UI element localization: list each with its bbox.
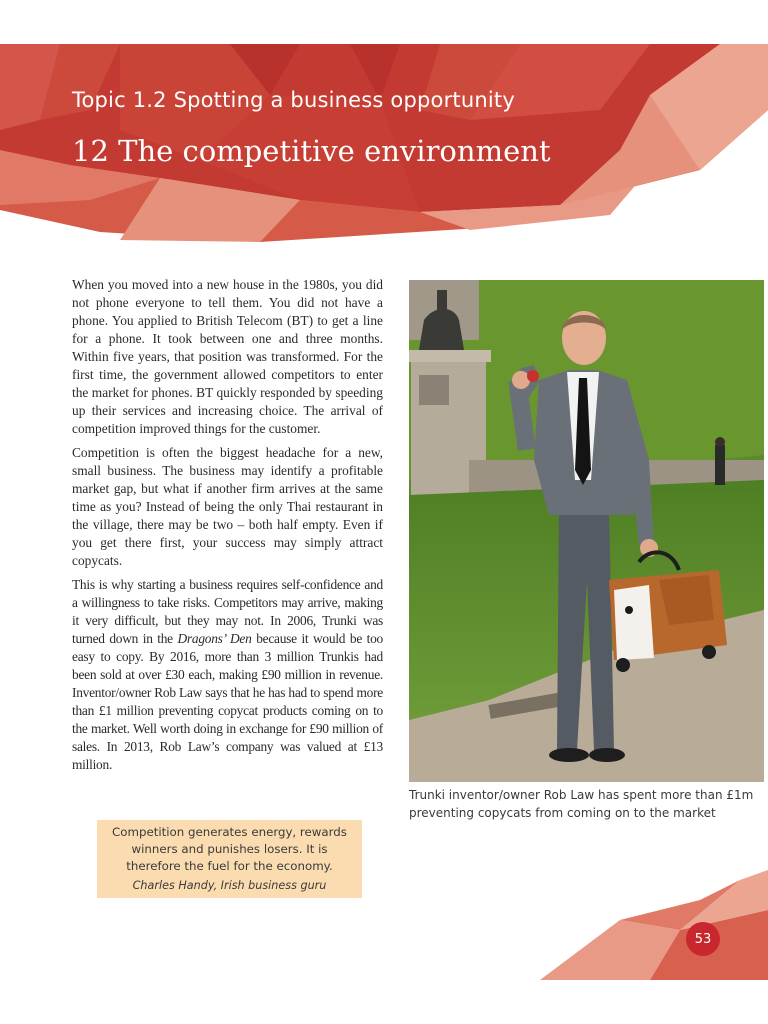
body-text-span: because it would be too easy to copy. By 2016, more than 3 million Trunkis had been sold at over £30 each, making £90 million in revenue. Inventor/owner Rob Law says that he has had to spend more than £1 million preventing copycat products coming on to the market. Well worth doing in exchange for £90 million of sales. In 2013, Rob Law’s company was valued at £13 million. (72, 631, 383, 772)
topic-heading: Topic 1.2 Spotting a business opportunity (72, 88, 515, 112)
photo-caption: Trunki inventor/owner Rob Law has spent more than £1m preventing copycats from coming on to the market (409, 788, 754, 820)
photo (409, 280, 764, 782)
photo-illustration (409, 280, 764, 782)
body-italic-title: Dragons’ Den (177, 631, 252, 646)
body-paragraph: When you moved into a new house in the 1980s, you did not phone everyone to tell them. You did not have a phone. You applied to British Telecom (BT) to get a line for a phone. It took between one and three months. Within five years, that position was transformed. For the first time, the government allowed competitors to enter the market for phones. BT quickly responded by speeding up their services and increasing choice. The arrival of competition improved things for the customer. (72, 277, 383, 436)
page-number: 53 (686, 922, 720, 956)
body-paragraph: Competition is often the biggest headache for a new, small business. The business may identify a profitable market gap, but what if another firm arrives at the same time as you? Instead of being the only Thai restaurant in the village, there may be two – both half empty. Even if you get there first, your success may simply attract copycats. (72, 445, 383, 568)
body-text-span: This is why starting a business requires self-confidence and a willingness to take risks. Competitors may arrive, making it very difficult, but they may not. In 2006, Trunki was turned down in the (72, 577, 383, 646)
quote-box (97, 820, 362, 898)
header-banner (0, 0, 768, 250)
body-text (72, 276, 383, 780)
quote-attribution: Charles Handy, Irish business guru (132, 879, 327, 892)
quote-text: Competition generates energy, rewards winners and punishes losers. It is therefore the fuel for the economy. (112, 825, 347, 873)
body-paragraph (72, 576, 383, 774)
footer-decoration (500, 860, 768, 990)
chapter-title: 12 The competitive environment (72, 134, 551, 168)
